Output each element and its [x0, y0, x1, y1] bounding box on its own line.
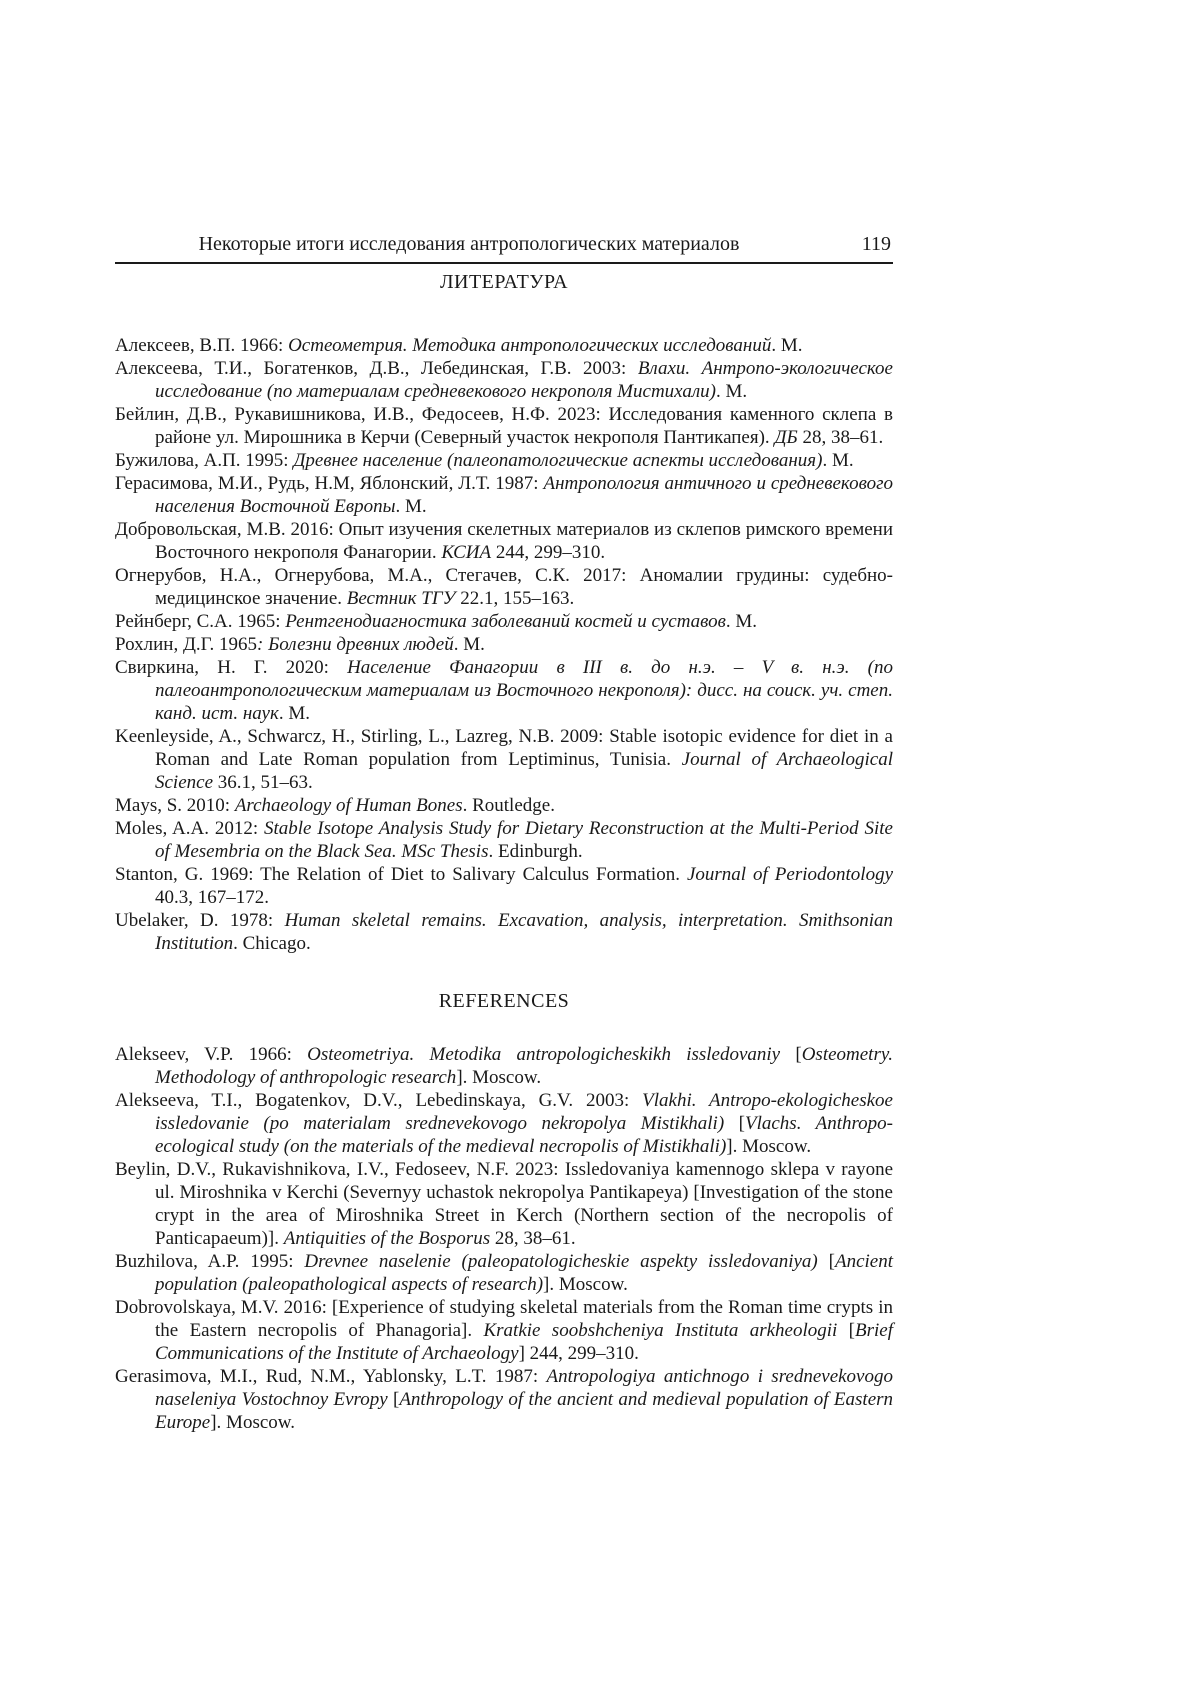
- reference-text: . М.: [395, 496, 427, 517]
- reference-title-text: Drevnee naselenie (paleopatologicheskie aspekty issledovaniya): [304, 1251, 818, 1272]
- reference-entry: [115, 357, 893, 403]
- reference-text: . М.: [278, 703, 310, 724]
- reference-title-text: Journal of Archaeological Science: [155, 749, 893, 793]
- reference-text: 28, 38–61.: [490, 1228, 576, 1249]
- reference-text: Dobrovolskaya, M.V. 2016: [Experience of studying skeletal materials from the Roman time crypts in the Eastern necropolis of Phanagoria].: [115, 1297, 893, 1341]
- reference-text: . М.: [715, 381, 748, 402]
- reference-text: 40.3, 167–172.: [155, 887, 269, 908]
- reference-text: Добровольская, М.В. 2016: Опыт изучения скелетных материалов из склепов римского времени Восточного некрополя Фанагории.: [115, 519, 893, 563]
- reference-text: ]. Moscow.: [726, 1136, 812, 1157]
- reference-text: Герасимова, М.И., Рудь, Н.М, Яблонский, Л.Т. 1987:: [115, 473, 544, 494]
- reference-text: Рейнберг, С.А. 1965:: [115, 611, 286, 632]
- reference-title-text: КСИА: [441, 542, 492, 563]
- reference-text: Moles, A.A. 2012:: [115, 818, 264, 839]
- reference-text: . М.: [822, 450, 854, 471]
- reference-text: Gerasimova, M.I., Rud, N.M., Yablonsky, L.T. 1987:: [115, 1366, 547, 1387]
- running-title: Некоторые итоги исследования антропологических материалов: [198, 233, 740, 255]
- reference-title-text: Ancient population (paleopathological aspects of research): [155, 1251, 893, 1295]
- reference-text: [: [780, 1044, 802, 1065]
- reference-text: [: [837, 1320, 855, 1341]
- reference-text: Mays, S. 2010:: [115, 795, 235, 816]
- reference-entry: [115, 1250, 893, 1296]
- reference-title-text: Human skeletal remains. Excavation, analysis, interpretation. Smithsonian Institution: [155, 910, 893, 954]
- reference-title-text: Kratkie soobshcheniya Instituta arkheologii: [483, 1320, 838, 1341]
- reference-title-text: Vlakhi. Antropo-ekologicheskoe issledovanie (po materialam srednevekovogo nekropolya Mistikhali): [155, 1090, 893, 1134]
- reference-title-text: Vlachs. Anthropo-ecological study (on the materials of the medieval necropolis of Mistikhali): [155, 1113, 893, 1157]
- bibliography-list: [115, 334, 893, 955]
- reference-entry: [115, 564, 893, 610]
- reference-text: Ubelaker, D. 1978:: [115, 910, 285, 931]
- reference-title-text: Рентгенодиагностика заболеваний костей и суставов: [285, 611, 726, 632]
- reference-title-text: Archaeology of Human Bones: [234, 795, 463, 816]
- reference-title-text: Osteometry. Methodology of anthropologic research: [155, 1044, 893, 1088]
- reference-title-text: Osteometriya. Metodika antropologicheskikh issledovaniy: [307, 1044, 781, 1065]
- reference-title-text: Остеометрия. Методика антропологических исследований: [288, 335, 772, 356]
- reference-text: Бужилова, А.П. 1995:: [115, 450, 294, 471]
- reference-entry: [115, 1089, 893, 1158]
- reference-title-text: Antiquities of the Bosporus: [283, 1228, 491, 1249]
- reference-text: ]. Moscow.: [543, 1274, 628, 1295]
- reference-entry: [115, 1043, 893, 1089]
- reference-entry: [115, 1158, 893, 1250]
- reference-entry: [115, 334, 893, 357]
- reference-text: [: [387, 1389, 400, 1410]
- reference-title-text: Влахи. Антропо-экологическое исследование (по материалам средневекового некрополя Мистихали): [155, 358, 893, 402]
- page-header: [115, 232, 893, 264]
- page-content: [115, 270, 893, 1434]
- reference-title-text: Antropologiya antichnogo i srednevekovogo naseleniya Vostochnoy Evropy: [155, 1366, 893, 1410]
- reference-text: 244, 299–310.: [491, 542, 606, 563]
- reference-text: Alekseev, V.P. 1966:: [115, 1044, 308, 1065]
- reference-title-text: Journal of Periodontology: [686, 864, 893, 885]
- references-list: [115, 1043, 893, 1434]
- reference-text: . Routledge.: [462, 795, 555, 816]
- reference-entry: [115, 518, 893, 564]
- reference-entry: [115, 656, 893, 725]
- reference-text: . Edinburgh.: [488, 841, 583, 862]
- reference-text: . М.: [725, 611, 758, 632]
- reference-text: Свиркина, Н. Г. 2020:: [115, 657, 348, 678]
- reference-entry: [115, 725, 893, 794]
- reference-text: Beylin, D.V., Rukavishnikova, I.V., Fedoseev, N.F. 2023: Issledovaniya kamennogo sklepa v rayone ul. Miroshnika v Kerchi (Severnyy uchastok nekropolya Pantikapeya) [Investigation of the stone crypt in the area of Miroshnika Street in Kerch (Northern section of the necropolis of Panticapaeum)].: [115, 1159, 893, 1249]
- reference-title-text: Антропология античного и средневекового населения Восточной Европы: [155, 473, 893, 517]
- reference-title-text: Brief Communications of the Institute of Archaeology: [155, 1320, 893, 1364]
- reference-entry: [115, 633, 893, 656]
- reference-text: Огнерубов, Н.А., Огнерубова, М.А., Стегачев, С.К. 2017: Аномалии грудины: судебно-медицинское значение.: [115, 565, 893, 609]
- reference-text: Keenleyside, A., Schwarcz, H., Stirling, L., Lazreg, N.B. 2009: Stable isotopic evidence for diet in a Roman and Late Roman population from Leptiminus, Tunisia.: [115, 726, 893, 770]
- reference-entry: [115, 863, 893, 909]
- reference-text: Рохлин, Д.Г. 1965: [115, 634, 257, 655]
- reference-text: ]. Moscow.: [456, 1067, 542, 1088]
- reference-title-text: Древнее население (палеопатологические аспекты исследования): [293, 450, 823, 471]
- reference-title-text: Anthropology of the ancient and medieval population of Eastern Europe: [155, 1389, 894, 1433]
- reference-text: ] 244, 299–310.: [518, 1343, 639, 1364]
- reference-text: Алексеев, В.П. 1966:: [115, 335, 289, 356]
- reference-text: 28, 38–61.: [797, 427, 884, 448]
- reference-text: Buzhilova, A.P. 1995:: [115, 1251, 305, 1272]
- reference-entry: [115, 449, 893, 472]
- reference-text: 36.1, 51–63.: [213, 772, 313, 793]
- reference-entry: [115, 909, 893, 955]
- reference-text: Stanton, G. 1969: The Relation of Diet to Salivary Calculus Formation.: [115, 864, 687, 885]
- reference-text: Бейлин, Д.В., Рукавишникова, И.В., Федосеев, Н.Ф. 2023: Исследования каменного склепа в районе ул. Мирошника в Керчи (Северный участок некрополя Пантикапея).: [115, 404, 893, 448]
- reference-entry: [115, 610, 893, 633]
- reference-text: ]. Moscow.: [210, 1412, 296, 1433]
- reference-entry: [115, 403, 893, 449]
- reference-entry: [115, 1296, 893, 1365]
- references-heading: REFERENCES: [438, 990, 570, 1012]
- reference-text: Алексеева, Т.И., Богатенков, Д.В., Лебединская, Г.В. 2003:: [115, 358, 638, 379]
- bibliography-heading: ЛИТЕРАТУРА: [439, 271, 569, 293]
- reference-text: . Chicago.: [233, 933, 311, 954]
- reference-text: 22.1, 155–163.: [455, 588, 575, 609]
- reference-title-text: ДБ: [774, 427, 798, 448]
- reference-entry: [115, 817, 893, 863]
- reference-entry: [115, 794, 893, 817]
- reference-title-text: Stable Isotope Analysis Study for Dietary Reconstruction at the Multi-Period Site of Mesembria on the Black Sea. MSc Thesis: [155, 818, 893, 862]
- reference-entry: [115, 472, 893, 518]
- header-rule: [115, 262, 893, 264]
- reference-text: [: [724, 1113, 745, 1134]
- page-number: 119: [861, 233, 891, 255]
- reference-entry: [115, 1365, 893, 1434]
- reference-text: [: [817, 1251, 835, 1272]
- reference-text: . М.: [453, 634, 485, 655]
- reference-title-text: Население Фанагории в III в. до н.э. – V в. н.э. (по палеоантропологическим материалам из Восточного некрополя): дисс. на соиск. уч. степ. канд. ист. наук: [155, 657, 893, 724]
- reference-text: . М.: [771, 335, 803, 356]
- reference-text: Alekseeva, T.I., Bogatenkov, D.V., Lebedinskaya, G.V. 2003:: [115, 1090, 643, 1111]
- reference-title-text: Вестник ТГУ: [346, 588, 456, 609]
- reference-title-text: : Болезни древних людей: [257, 634, 454, 655]
